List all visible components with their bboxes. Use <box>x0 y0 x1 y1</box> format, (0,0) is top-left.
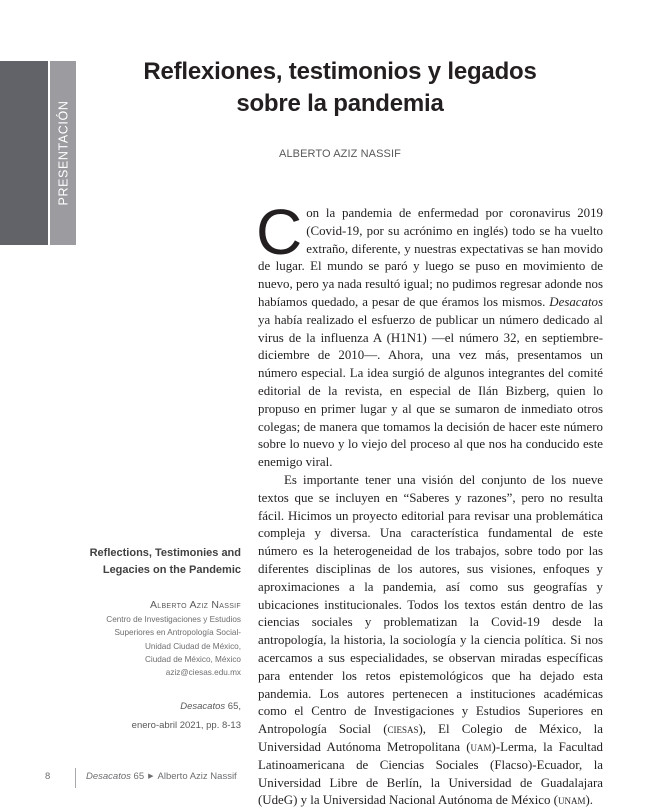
paragraph-1 <box>256 196 603 472</box>
affiliation-line: Ciudad de México, México <box>144 654 241 664</box>
journal-name-italic: Desacatos <box>549 294 603 309</box>
paragraph-2-text-a: Es importante tener una visión del conjunto de los nueve textos que se incluyen en “Saberes y razones”, pero no resulta fácil. Hicimos un proyecto editorial para revisar una problemática compleja y diversa. Una característica fundamental de este número es la heterogeneidad de los trabajos, sobre todo por las diferentes disciplinas de los autores, sus visiones, enfoques y aproximaciones a la pandemia, así como sus geografías y ubicaciones institucionales. Todos los textos están dentro de las ciencias sociales y problematizan la Covid-19 desde la antropología, la historia, la sociología y la ciencia política. Si nos acercamos a sus especialidades, se observan miradas específicas para entender los retos epistemológicos que ha dejado esta pandemia. Los autores pertenecen a instituciones académicas como el Centro de Investigaciones y Estudios Superiores en Antropología Social ( <box>258 472 603 737</box>
author-affiliation <box>60 597 241 679</box>
running-footer <box>86 771 237 782</box>
paragraph-2-text-b: ), El Colegio de México, la Universidad Autónoma Metropolitana ( <box>258 722 603 754</box>
footer-issue: 65 <box>130 771 145 782</box>
paragraph-1-text-a: on la pandemia de enfermedad por coronavirus 2019 (Covid-19, por su acrónimo en inglés) todo se ha vuelto extraño, diferente, y nuestras expectativas se han movido de lugar. El mundo se paró y luego se puso en movimiento de nuevo, pero ya nada resultó igual; no pudimos regresar adonde nos habíamos quedado, a pesar de que éramos los mismos. <box>258 206 603 309</box>
triangle-right-icon: ▶ <box>148 773 154 780</box>
acronym-unam: unam <box>557 793 586 808</box>
acronym-ciesas: ciesas <box>387 722 419 737</box>
article-title <box>130 56 550 120</box>
paragraph-1-text-b: ya había realizado el esfuerzo de publicar un número dedicado al virus de la influenza A (H1N1) —el número 32, en septiembre-diciembre de 2010—. Ahora, una vez más, presentamos un número especial. La idea surgió de algunos integrantes del comité editorial de la revista, en especial de Ilán Bizberg, quien lo propuso en primer lugar y al que se sumaron de inmediato otros colegas; de manera que tomamos la decisión de hacer este número sobre lo nuevo y lo viejo del proceso al que nos ha conducido este enemigo viral. <box>258 312 603 470</box>
drop-cap: C <box>256 196 303 268</box>
affiliation-line: Superiores en Antropología Social- <box>114 628 241 638</box>
paragraph-2-text-d: ). <box>585 793 594 808</box>
section-label <box>50 61 76 245</box>
affiliation-author-name: Alberto Aziz Nassif <box>149 599 241 611</box>
citation <box>60 697 241 735</box>
page-footer <box>0 768 661 788</box>
sidebar-dark-block <box>0 61 48 245</box>
footer-author: Alberto Aziz Nassif <box>157 771 237 782</box>
paragraph-2 <box>258 472 603 810</box>
acronym-uam: uam <box>470 739 492 754</box>
citation-issue: 65, <box>225 701 241 712</box>
article-body <box>256 196 603 810</box>
english-title <box>60 545 241 579</box>
footer-divider <box>75 768 76 788</box>
footer-journal: Desacatos <box>86 771 131 782</box>
affiliation-line: Unidad Ciudad de México, <box>144 641 241 651</box>
citation-journal: Desacatos <box>180 701 226 712</box>
article-title-line2: sobre la pandemia <box>236 90 444 117</box>
citation-dates: enero-abril 2021, pp. 8-13 <box>131 720 241 731</box>
page-number: 8 <box>45 771 51 782</box>
english-title-line1: Reflections, Testimonies and <box>89 547 241 559</box>
article-title-line1: Reflexiones, testimonios y legados <box>143 58 537 85</box>
paragraph-2-text-c: )-Lerma, la Facultad Latinoamericana de Ciencias Sociales (Flacso)-Ecuador, la Universidad Libre de Berlín, la Universidad de Guadalajara (UdeG) y la Universidad Nacional Autónoma de México ( <box>258 739 603 808</box>
english-title-line2: Legacies on the Pandemic <box>102 564 241 576</box>
author-email[interactable]: aziz@ciesas.edu.mx <box>165 668 241 678</box>
affiliation-line: Centro de Investigaciones y Estudios <box>106 615 241 624</box>
article-author: ALBERTO AZIZ NASSIF <box>279 148 401 160</box>
section-label-text: PRESENTACIÓN <box>56 100 70 206</box>
